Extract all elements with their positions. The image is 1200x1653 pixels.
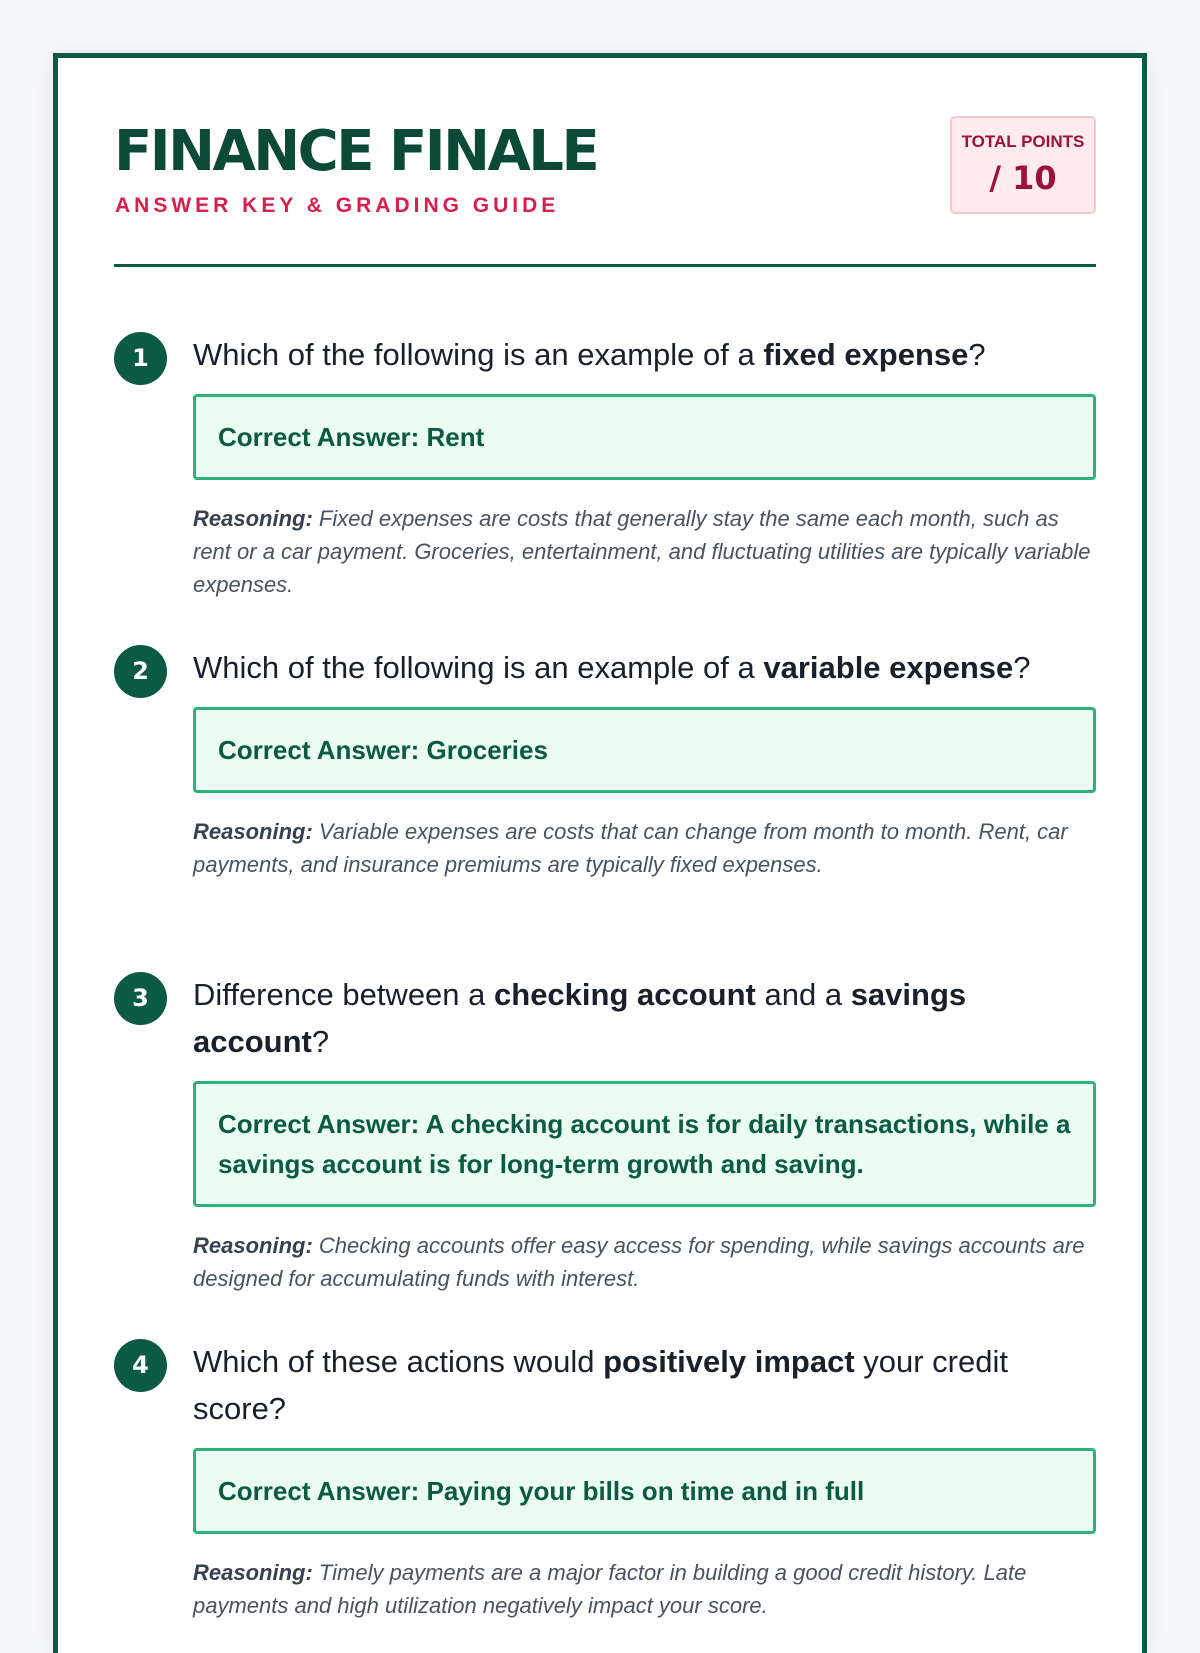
- page-title: FINANCE FINALE: [114, 119, 598, 184]
- question-text: Difference between a checking account and a savings account?: [193, 977, 967, 1059]
- correct-answer-box: Correct Answer: Groceries: [193, 707, 1096, 793]
- reasoning-text: Reasoning: Variable expenses are costs that can change from month to month. Rent, car payments, and insurance premiums are typically fixed expenses.: [193, 819, 1068, 877]
- total-points-value: / 10: [989, 159, 1057, 197]
- question-number-badge: 2: [114, 645, 167, 698]
- question-number-badge: 1: [114, 332, 167, 385]
- question-body: [193, 1338, 1096, 1622]
- question-text: Which of these actions would positively impact your credit score?: [193, 1344, 1008, 1426]
- reasoning-text: Reasoning: Checking accounts offer easy access for spending, while savings accounts are designed for accumulating funds with interest.: [193, 1233, 1085, 1291]
- reasoning-text: Reasoning: Fixed expenses are costs that generally stay the same each month, such as rent or a car payment. Groceries, entertainment, and fluctuating utilities are typically variable expenses.: [193, 506, 1091, 597]
- question-text: Which of the following is an example of a fixed expense?: [193, 337, 986, 372]
- page-subtitle: ANSWER KEY & GRADING GUIDE: [115, 194, 560, 217]
- question-body: [193, 971, 1096, 1295]
- correct-answer-box: Correct Answer: A checking account is for daily transactions, while a savings account is for long-term growth and saving.: [193, 1081, 1096, 1207]
- correct-answer-box: Correct Answer: Paying your bills on time and in full: [193, 1448, 1096, 1534]
- question-body: [193, 331, 1096, 601]
- reasoning-label: Reasoning:: [193, 819, 313, 844]
- question-body: [193, 644, 1096, 881]
- reasoning-label: Reasoning:: [193, 1233, 313, 1258]
- question-number-badge: 4: [114, 1339, 167, 1392]
- total-points-label: TOTAL POINTS: [961, 132, 1085, 151]
- page-header: [114, 114, 1096, 267]
- reasoning-label: Reasoning:: [193, 506, 313, 531]
- reasoning-text: Reasoning: Timely payments are a major factor in building a good credit history. Late payments and high utilization negatively impact your score.: [193, 1560, 1027, 1618]
- question-text: Which of the following is an example of a variable expense?: [193, 650, 1031, 685]
- correct-answer-box: Correct Answer: Rent: [193, 394, 1096, 480]
- question-number-badge: 3: [114, 972, 167, 1025]
- total-points-badge: [950, 116, 1096, 214]
- reasoning-label: Reasoning:: [193, 1560, 313, 1585]
- answer-key-sheet: [53, 53, 1147, 1653]
